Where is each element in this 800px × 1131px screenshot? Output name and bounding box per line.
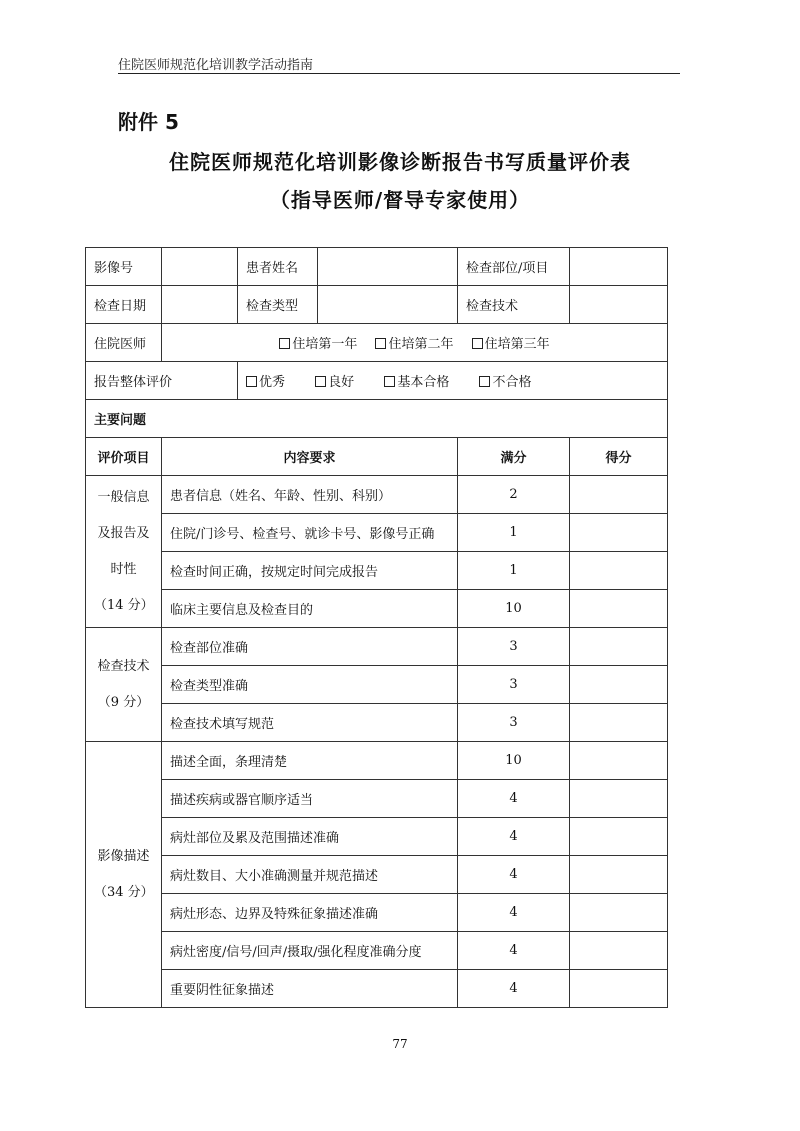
- got-score-field[interactable]: [570, 666, 668, 704]
- full-score-cell: 1: [458, 514, 570, 552]
- category-cell: [86, 742, 162, 1008]
- got-score-field[interactable]: [570, 476, 668, 514]
- content-cell: 病灶部位及累及范围描述准确: [162, 818, 458, 856]
- content-cell: 检查时间正确，按规定时间完成报告: [162, 552, 458, 590]
- got-score-field[interactable]: [570, 704, 668, 742]
- table-row: [86, 856, 668, 894]
- exam-tech-label: 检查技术: [458, 286, 570, 324]
- resident-year-options: [162, 324, 668, 362]
- exam-date-field[interactable]: [162, 286, 238, 324]
- got-score-field[interactable]: [570, 552, 668, 590]
- full-score-cell: 4: [458, 894, 570, 932]
- col-header-full: 满分: [458, 438, 570, 476]
- full-score-cell: 1: [458, 552, 570, 590]
- checkbox-icon[interactable]: [375, 338, 386, 349]
- overall-option-excellent[interactable]: 优秀: [246, 371, 285, 390]
- patient-name-field[interactable]: [318, 248, 458, 286]
- overall-option-fail[interactable]: 不合格: [479, 371, 531, 390]
- checkbox-icon[interactable]: [246, 376, 257, 387]
- content-cell: 描述全面，条理清楚: [162, 742, 458, 780]
- exam-type-field[interactable]: [318, 286, 458, 324]
- full-score-cell: 3: [458, 666, 570, 704]
- category-cell: [86, 628, 162, 742]
- category-line: 时性: [110, 561, 137, 577]
- table-row: [86, 932, 668, 970]
- category-line: 一般信息: [97, 489, 150, 505]
- page-number: 77: [392, 1037, 408, 1051]
- content-cell: 患者信息（姓名、年龄、性别、科别）: [162, 476, 458, 514]
- got-score-field[interactable]: [570, 628, 668, 666]
- checkbox-icon[interactable]: [315, 376, 326, 387]
- column-header-row: [86, 438, 668, 476]
- header-rule: [118, 73, 680, 74]
- category-line: （14 分）: [94, 597, 154, 613]
- year-option-2[interactable]: 住培第二年: [375, 333, 453, 352]
- table-row: [86, 476, 668, 514]
- main-issues-label[interactable]: 主要问题: [86, 400, 668, 438]
- attachment-label: 附件 5: [118, 110, 179, 134]
- form-title: 住院医师规范化培训影像诊断报告书写质量评价表: [169, 150, 631, 174]
- got-score-field[interactable]: [570, 932, 668, 970]
- got-score-field[interactable]: [570, 780, 668, 818]
- category-line: 影像描述: [97, 848, 150, 864]
- table-row: [86, 894, 668, 932]
- table-row: [86, 552, 668, 590]
- category-cell: [86, 476, 162, 628]
- content-cell: 病灶密度/信号/回声/摄取/强化程度准确分度: [162, 932, 458, 970]
- full-score-cell: 2: [458, 476, 570, 514]
- info-row-3: [86, 324, 668, 362]
- content-cell: 临床主要信息及检查目的: [162, 590, 458, 628]
- overall-option-pass[interactable]: 基本合格: [384, 371, 449, 390]
- checkbox-icon[interactable]: [472, 338, 483, 349]
- category-line: （9 分）: [97, 694, 150, 710]
- overall-options: [238, 362, 668, 400]
- content-cell: 病灶数目、大小准确测量并规范描述: [162, 856, 458, 894]
- got-score-field[interactable]: [570, 894, 668, 932]
- category-line: 检查技术: [97, 658, 150, 674]
- exam-type-label: 检查类型: [238, 286, 318, 324]
- table-row: [86, 818, 668, 856]
- got-score-field[interactable]: [570, 742, 668, 780]
- checkbox-icon[interactable]: [384, 376, 395, 387]
- checkbox-icon[interactable]: [479, 376, 490, 387]
- full-score-cell: 3: [458, 628, 570, 666]
- full-score-cell: 4: [458, 818, 570, 856]
- table-row: [86, 590, 668, 628]
- info-row-2: [86, 286, 668, 324]
- full-score-cell: 10: [458, 590, 570, 628]
- full-score-cell: 4: [458, 856, 570, 894]
- got-score-field[interactable]: [570, 818, 668, 856]
- info-row-1: [86, 248, 668, 286]
- category-line: （34 分）: [94, 884, 154, 900]
- table-row: [86, 666, 668, 704]
- main-issues-row: [86, 400, 668, 438]
- col-header-content: 内容要求: [162, 438, 458, 476]
- table-row: [86, 704, 668, 742]
- full-score-cell: 4: [458, 970, 570, 1008]
- full-score-cell: 10: [458, 742, 570, 780]
- category-line: 及报告及: [97, 525, 150, 541]
- table-row: [86, 970, 668, 1008]
- content-cell: 描述疾病或器官顺序适当: [162, 780, 458, 818]
- got-score-field[interactable]: [570, 590, 668, 628]
- table-row: [86, 742, 668, 780]
- content-cell: 检查部位准确: [162, 628, 458, 666]
- col-header-got: 得分: [570, 438, 668, 476]
- patient-name-label: 患者姓名: [238, 248, 318, 286]
- image-no-field[interactable]: [162, 248, 238, 286]
- exam-site-field[interactable]: [570, 248, 668, 286]
- got-score-field[interactable]: [570, 970, 668, 1008]
- table-row: [86, 514, 668, 552]
- content-cell: 检查类型准确: [162, 666, 458, 704]
- content-cell: 住院/门诊号、检查号、就诊卡号、影像号正确: [162, 514, 458, 552]
- content-cell: 检查技术填写规范: [162, 704, 458, 742]
- overall-label: 报告整体评价: [86, 362, 238, 400]
- table-row: [86, 628, 668, 666]
- exam-date-label: 检查日期: [86, 286, 162, 324]
- got-score-field[interactable]: [570, 514, 668, 552]
- full-score-cell: 4: [458, 780, 570, 818]
- exam-site-label: 检查部位/项目: [458, 248, 570, 286]
- info-row-4: [86, 362, 668, 400]
- resident-label: 住院医师: [86, 324, 162, 362]
- full-score-cell: 4: [458, 932, 570, 970]
- col-header-item: 评价项目: [86, 438, 162, 476]
- year-option-3[interactable]: 住培第三年: [472, 333, 550, 352]
- form-subtitle: （指导医师/督导专家使用）: [269, 188, 531, 212]
- got-score-field[interactable]: [570, 856, 668, 894]
- checkbox-icon[interactable]: [279, 338, 290, 349]
- content-cell: 重要阴性征象描述: [162, 970, 458, 1008]
- table-row: [86, 780, 668, 818]
- evaluation-table: [85, 247, 668, 1008]
- overall-option-good[interactable]: 良好: [315, 371, 354, 390]
- exam-tech-field[interactable]: [570, 286, 668, 324]
- full-score-cell: 3: [458, 704, 570, 742]
- content-cell: 病灶形态、边界及特殊征象描述准确: [162, 894, 458, 932]
- year-option-1[interactable]: 住培第一年: [279, 333, 357, 352]
- running-header: 住院医师规范化培训教学活动指南: [118, 58, 314, 73]
- image-no-label: 影像号: [86, 248, 162, 286]
